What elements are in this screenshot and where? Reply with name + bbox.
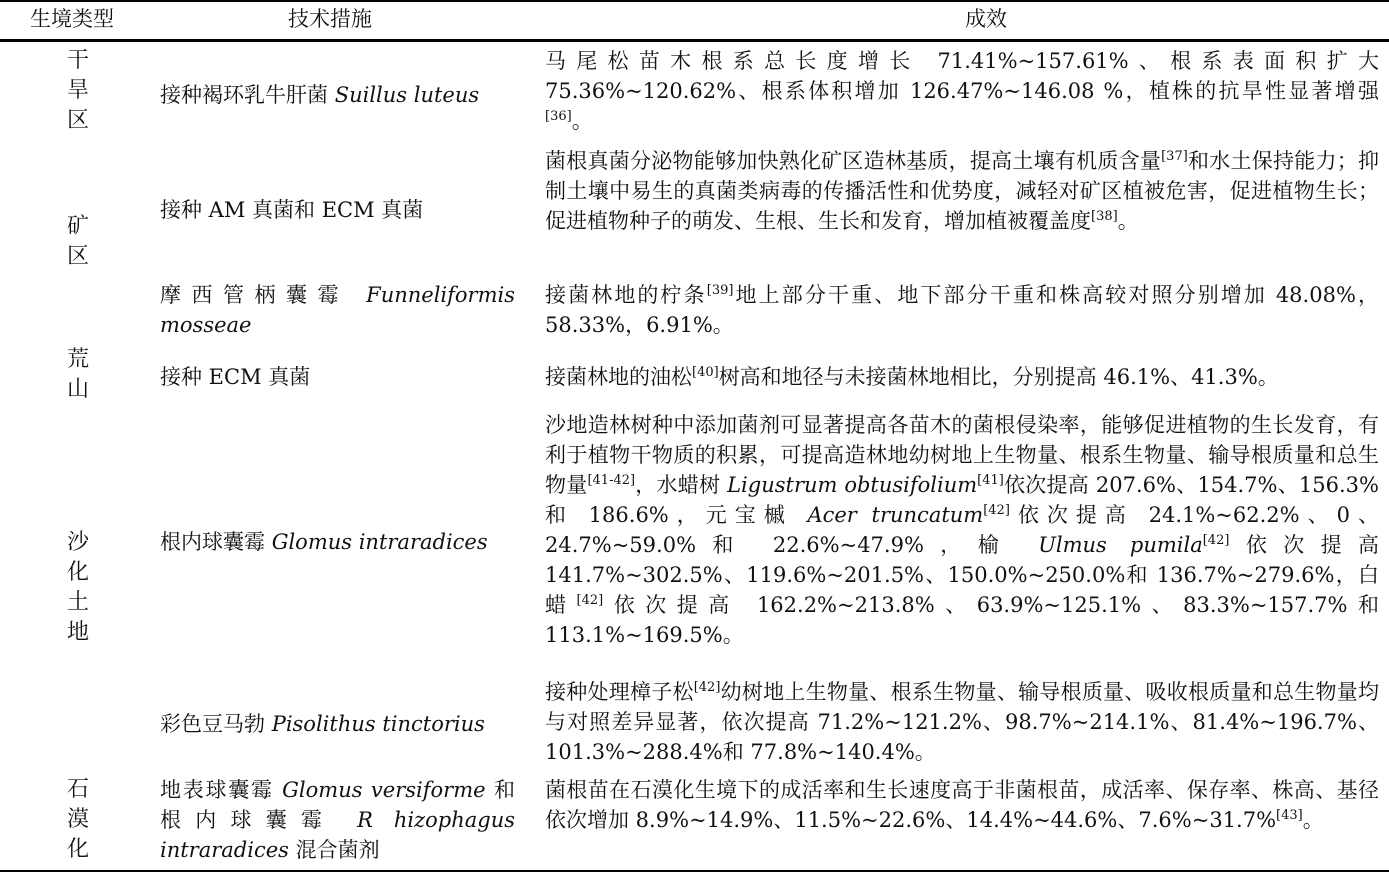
measure-cell: 摩西管柄囊霉 Funneliformis mosseae — [160, 283, 515, 337]
effect-cell: 菌根苗在石漠化生境下的成活率和生长速度高于非菌根苗，成活率、保存率、株高、基径依次增加 8.9%~14.9%、11.5%~22.6%、14.4%~44.6%、7.6%~31.7%[43]。 — [545, 778, 1379, 832]
measure-cell: 接种 AM 真菌和 ECM 真菌 — [160, 198, 424, 222]
header-effect: 成效 — [965, 7, 1007, 31]
measure-cell: 根内球囊霉 Glomus intraradices — [160, 530, 488, 554]
effect-cell: 马尾松苗木根系总长度增长 71.41%~157.61%、根系表面积扩大 75.36%~120.62%、根系体积增加 126.47%~146.08 %，植株的抗旱性显著增强[36]。 — [545, 49, 1379, 133]
effect-cell: 接菌林地的柠条[39]地上部分干重、地下部分干重和株高较对照分别增加 48.08%，58.33%，6.91%。 — [545, 283, 1380, 337]
effect-cell: 接种处理樟子松[42]幼树地上生物量、根系生物量、输导根质量、吸收根质量和总生物量均与对照差异显著，依次提高 71.2%~121.2%、98.7%~214.1%、81.4%~196.7%、101.3%~288.4%和 77.8%~140.4%。 — [545, 680, 1380, 764]
effect-cell: 菌根真菌分泌物能够加快熟化矿区造林基质，提高土壤有机质含量[37]和水土保持能力；抑制土壤中易生的真菌类病毒的传播活性和优势度，减轻对矿区植被危害，促进植物生长；促进植物种子的萌发、生根、生长和发育，增加植被覆盖度[38]。 — [545, 149, 1380, 233]
effect-cell: 沙地造林树种中添加菌剂可显著提高各苗木的菌根侵染率，能够促进植物的生长发育，有利于植物干物质的积累，可提高造林地幼树地上生物量、根系生物量、输导根质量和总生物量[41-42]，水蜡树 Ligustrum obtusifolium[41]依次提高 207.6%、154.7%、156.3%和 186.6%，元宝槭 Acer truncatum[42]依次提高 24.1%~62.2%、0、24.7%~59.0%和 22.6%~47.9%，榆 Ulmus pumila[42]依次提高 141.7%~302.5%、119.6%~201.5%、150.0%~250.0%和 136.7%~279.6%，白蜡[42]依次提高 162.2%~213.8%、63.9%~125.1%、83.3%~157.7%和 113.1%~169.5%。 — [545, 413, 1380, 647]
bottom-rule — [0, 870, 1389, 872]
top-rule — [0, 0, 1389, 2]
measure-cell: 彩色豆马勃 Pisolithus tinctorius — [160, 712, 485, 736]
habitat-sandy-land: 沙 化 土 地 — [66, 530, 89, 645]
header-measure: 技术措施 — [288, 7, 372, 31]
measure-cell: 接种褐环乳牛肝菌 Suillus luteus — [160, 83, 480, 107]
header-rule — [0, 39, 1389, 42]
measure-cell: 地表球囊霉 Glomus versiforme 和根内球囊霉 R hizophagus intraradices 混合菌剂 — [160, 778, 515, 862]
habitat-mine: 矿 区 — [66, 214, 89, 269]
habitat-drought: 干 旱 区 — [66, 48, 89, 133]
habitat-barren-mountain: 荒 山 — [66, 347, 89, 402]
effect-cell: 接菌林地的油松[40]树高和地径与未接菌林地相比，分别提高 46.1%、41.3%。 — [545, 365, 1279, 389]
header-habitat: 生境类型 — [30, 7, 114, 31]
habitat-rocky-desertification: 石 漠 化 — [66, 777, 89, 862]
measure-cell: 接种 ECM 真菌 — [160, 365, 311, 389]
